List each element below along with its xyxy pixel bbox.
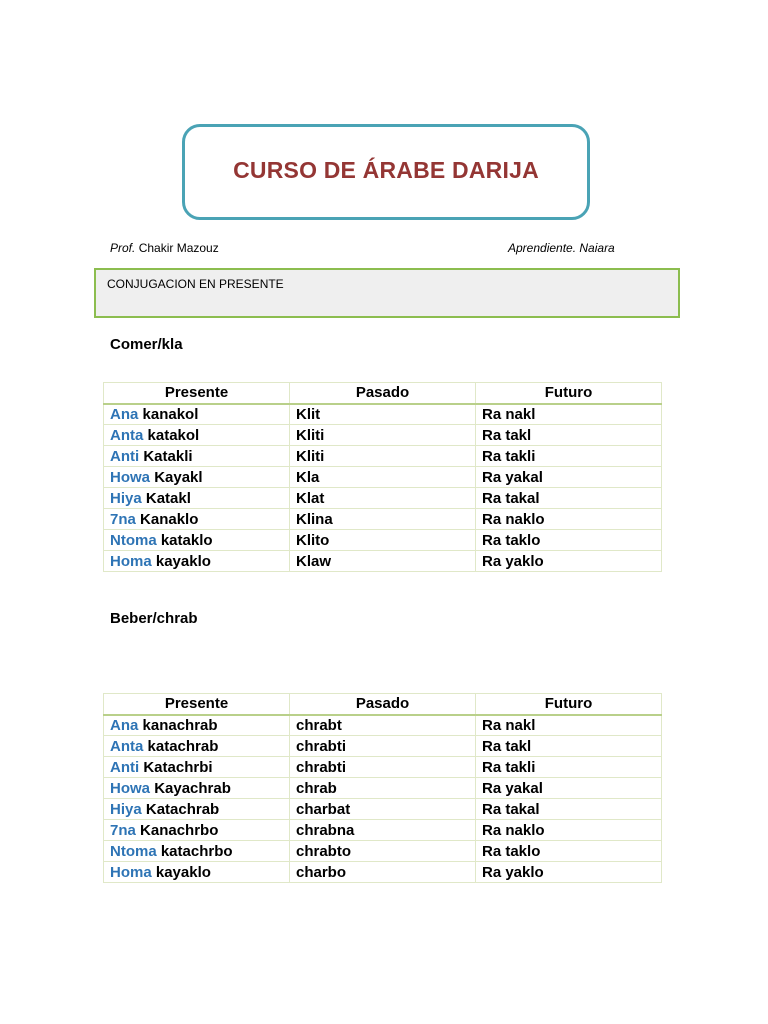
table-row [104, 799, 662, 820]
cell-pasado: chrabti [290, 736, 476, 757]
present-form: katachrab [147, 737, 219, 755]
cell-futuro: Ra taklo [476, 530, 662, 551]
professor-name: Chakir Mazouz [138, 241, 219, 255]
cell-futuro: Ra naklo [476, 820, 662, 841]
cell-presente [104, 509, 290, 530]
cell-presente [104, 841, 290, 862]
present-form: Kanaklo [140, 510, 199, 528]
present-form: Katachrbi [143, 758, 213, 776]
student-line: Aprendiente. Naiara [508, 241, 615, 255]
cell-pasado: charbat [290, 799, 476, 820]
professor-line [110, 241, 219, 255]
cell-presente [104, 862, 290, 883]
cell-presente [104, 446, 290, 467]
cell-pasado: chrabto [290, 841, 476, 862]
cell-presente [104, 425, 290, 446]
cell-presente [104, 715, 290, 736]
present-form: kayaklo [155, 552, 211, 570]
document-title: CURSO DE ÁRABE DARIJA [233, 157, 539, 183]
cell-futuro: Ra takli [476, 446, 662, 467]
pronoun: 7na [110, 510, 136, 528]
present-form: Kayakl [154, 468, 203, 486]
cell-pasado: charbo [290, 862, 476, 883]
cell-futuro: Ra yaklo [476, 862, 662, 883]
pronoun: Hiya [110, 800, 142, 818]
cell-presente [104, 799, 290, 820]
table-row [104, 736, 662, 757]
cell-futuro: Ra takal [476, 488, 662, 509]
cell-presente [104, 778, 290, 799]
pronoun: Anta [110, 737, 144, 755]
cell-pasado: Klaw [290, 551, 476, 572]
cell-presente [104, 757, 290, 778]
cell-futuro: Ra taklo [476, 841, 662, 862]
table-row [104, 862, 662, 883]
conjugation-table-beber [103, 693, 662, 883]
conjugation-table-comer [103, 382, 662, 572]
pronoun: Anti [110, 447, 140, 465]
column-header-futuro: Futuro [476, 694, 662, 715]
cell-presente [104, 551, 290, 572]
cell-futuro: Ra naklo [476, 509, 662, 530]
pronoun: Howa [110, 779, 151, 797]
column-header-presente: Presente [104, 383, 290, 404]
professor-prefix: Prof. [110, 241, 136, 255]
cell-presente [104, 467, 290, 488]
verb-title-comer: Comer/kla [110, 336, 183, 353]
cell-futuro: Ra yakal [476, 778, 662, 799]
cell-pasado: Klina [290, 509, 476, 530]
cell-pasado: Klat [290, 488, 476, 509]
cell-pasado: Kliti [290, 446, 476, 467]
column-header-presente: Presente [104, 694, 290, 715]
cell-pasado: chrab [290, 778, 476, 799]
cell-futuro: Ra yaklo [476, 551, 662, 572]
present-form: kataklo [160, 531, 213, 549]
table-header-row [104, 383, 662, 404]
present-form: katakol [147, 426, 200, 444]
cell-futuro: Ra yakal [476, 467, 662, 488]
cell-futuro: Ra takal [476, 799, 662, 820]
table-row [104, 488, 662, 509]
table-row [104, 446, 662, 467]
present-form: kayaklo [155, 863, 211, 881]
section-label: CONJUGACION EN PRESENTE [107, 277, 284, 291]
cell-presente [104, 488, 290, 509]
table-row [104, 841, 662, 862]
table-row [104, 778, 662, 799]
present-form: kanachrab [142, 716, 218, 734]
title-box [182, 124, 590, 220]
verb-title-beber: Beber/chrab [110, 610, 198, 627]
pronoun: Anta [110, 426, 144, 444]
present-form: Kanachrbo [140, 821, 219, 839]
table-row [104, 530, 662, 551]
table-row [104, 820, 662, 841]
cell-pasado: chrabti [290, 757, 476, 778]
table-row [104, 404, 662, 425]
pronoun: Homa [110, 863, 152, 881]
table-header-row [104, 694, 662, 715]
table-row [104, 715, 662, 736]
cell-pasado: Kliti [290, 425, 476, 446]
present-form: Katachrab [145, 800, 220, 818]
cell-futuro: Ra takli [476, 757, 662, 778]
cell-pasado: Klito [290, 530, 476, 551]
cell-pasado: chrabna [290, 820, 476, 841]
cell-futuro: Ra nakl [476, 404, 662, 425]
pronoun: Ana [110, 405, 139, 423]
section-box [94, 268, 680, 318]
cell-presente [104, 404, 290, 425]
cell-presente [104, 820, 290, 841]
pronoun: Anti [110, 758, 140, 776]
column-header-pasado: Pasado [290, 383, 476, 404]
column-header-futuro: Futuro [476, 383, 662, 404]
pronoun: Hiya [110, 489, 142, 507]
present-form: Kayachrab [154, 779, 231, 797]
present-form: Katakli [143, 447, 193, 465]
present-form: Katakl [145, 489, 191, 507]
cell-futuro: Ra nakl [476, 715, 662, 736]
table-row [104, 467, 662, 488]
cell-futuro: Ra takl [476, 425, 662, 446]
pronoun: Ana [110, 716, 139, 734]
pronoun: Homa [110, 552, 152, 570]
cell-presente [104, 530, 290, 551]
cell-pasado: Klit [290, 404, 476, 425]
table-row [104, 757, 662, 778]
cell-pasado: chrabt [290, 715, 476, 736]
column-header-pasado: Pasado [290, 694, 476, 715]
pronoun: Ntoma [110, 531, 157, 549]
present-form: katachrbo [160, 842, 233, 860]
cell-pasado: Kla [290, 467, 476, 488]
pronoun: 7na [110, 821, 136, 839]
cell-presente [104, 736, 290, 757]
cell-futuro: Ra takl [476, 736, 662, 757]
pronoun: Howa [110, 468, 151, 486]
table-row [104, 425, 662, 446]
present-form: kanakol [142, 405, 199, 423]
pronoun: Ntoma [110, 842, 157, 860]
table-row [104, 509, 662, 530]
table-row [104, 551, 662, 572]
